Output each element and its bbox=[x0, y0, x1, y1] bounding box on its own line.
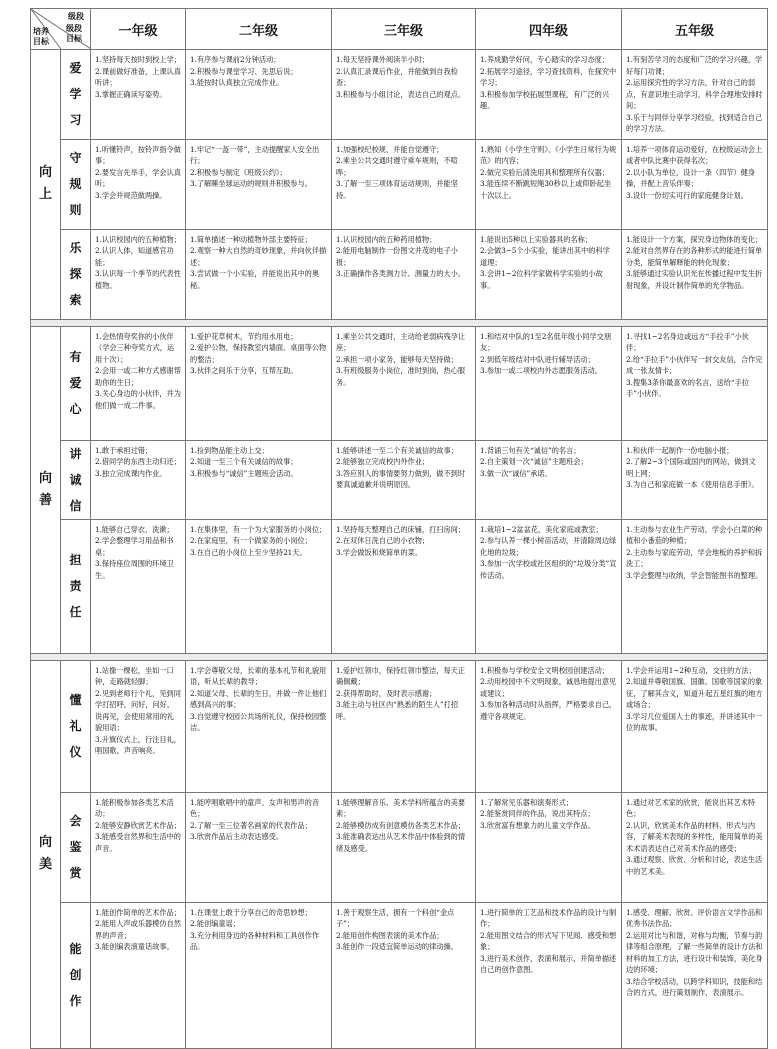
grade-3-cell bbox=[332, 139, 476, 229]
cell-item: 2.了解一至三位著名画家的代表作品； bbox=[190, 820, 312, 830]
corner-label-grade: 级段 bbox=[68, 12, 84, 21]
table-row bbox=[31, 660, 768, 792]
cell-item: 1.养成勤学好问，专心踏实的学习态度； bbox=[480, 55, 610, 64]
cell-item: 1.在课堂上敢于分享自己的奇思妙想； bbox=[190, 907, 312, 917]
grade-2-cell bbox=[186, 326, 332, 440]
cell-item: 3.保持座位周围的环境卫生。 bbox=[95, 559, 174, 580]
cell-item: 3.尝试做一个小实验，并能说出其中的奥秘。 bbox=[190, 269, 320, 290]
cell-item: 1.能设计一个方案，探究身边物体的变化； bbox=[626, 234, 763, 244]
cell-item: 2.能够独立完成校内外作业； bbox=[336, 457, 430, 466]
cell-item: 1.加强校纪校规，并能自觉遵守； bbox=[336, 144, 444, 154]
grade-1-cell bbox=[91, 660, 186, 792]
cell-item: 2.动用校园中不文明现象，诚恳地提出意见或建议； bbox=[480, 677, 617, 698]
cell-item: 3.升旗仪式上，行注目礼，唱国歌，声音响亮。 bbox=[95, 734, 181, 755]
cell-item: 3.掌握正确读写姿势。 bbox=[95, 89, 167, 99]
cell-item: 1.乘坐公共交通时，主动给老弱病残孕让座； bbox=[336, 331, 466, 352]
goal-label: 向 善 bbox=[31, 326, 61, 653]
cell-item: 1.认识校园内的五种药用植物； bbox=[336, 234, 437, 244]
cell-item: 2.认真汇录课后作业，并能做到自我检查； bbox=[336, 66, 458, 87]
section-gap bbox=[31, 653, 768, 660]
grade-4-cell bbox=[476, 440, 622, 519]
grade-4-header: 四年级 bbox=[476, 9, 622, 50]
grade-4-cell bbox=[476, 902, 622, 1048]
cell-item: 2.观察一种大自然的奇妙现象，并向伙伴描述； bbox=[190, 246, 327, 267]
cell-item: 3.做一次“诚信”承诺。 bbox=[480, 468, 552, 478]
goal-label: 向 上 bbox=[31, 50, 61, 320]
aspect-label: 担 责 任 bbox=[61, 519, 91, 653]
cell-item: 1.能积极参加各类艺术活动； bbox=[95, 797, 174, 818]
cell-item: 2.乘坐公共交通时遵守乘车规则，不喧哗； bbox=[336, 156, 458, 177]
cell-item: 2.课前做好准备，上课认真听讲； bbox=[95, 66, 181, 87]
cell-item: 2.认识人体，知道感官功能； bbox=[95, 246, 174, 267]
cell-item: 1.学会并运用1~2种互动，交往的方法； bbox=[626, 665, 756, 675]
cell-item: 1.通过对艺术家的欣赏，能说出其艺术特色； bbox=[626, 797, 756, 818]
grade-3-cell bbox=[332, 229, 476, 319]
aspect-label: 有 爱 心 bbox=[61, 326, 91, 440]
cell-item: 2.了解2~3个国际或国内的网站，做到文明上网； bbox=[626, 457, 756, 478]
grade-5-cell bbox=[622, 50, 768, 140]
cell-item: 1.在集体里，有一个为大家服务的小岗位； bbox=[190, 524, 327, 534]
grade-4-cell bbox=[476, 660, 622, 792]
grade-5-cell bbox=[622, 660, 768, 792]
cell-item: 1.有序参与课前2分钟活动； bbox=[190, 55, 281, 64]
grade-3-cell bbox=[332, 660, 476, 792]
curriculum-table bbox=[30, 8, 768, 1049]
cell-item: 3.能够通过实验认识光在传播过程中发生折射现象，并设计制作简单的光学物品。 bbox=[626, 269, 763, 290]
cell-item: 3.乐于与同伴分享学习经验，找到适合自己的学习方法。 bbox=[626, 112, 763, 133]
cell-item: 3.能感受自然界和生活中的声音。 bbox=[95, 832, 181, 853]
cell-item: 3.为自己和家庭做一本《使用信息手册》。 bbox=[626, 480, 759, 489]
corner-cell bbox=[31, 9, 91, 50]
aspect-label: 能 创 作 bbox=[61, 902, 91, 1048]
grade-3-header: 三年级 bbox=[332, 9, 476, 50]
aspect-label: 爱 学 习 bbox=[61, 50, 91, 140]
cell-item: 3.自觉遵守校园公共场所礼仪，保持校园整洁。 bbox=[190, 711, 327, 732]
cell-item: 1.能够自己穿衣、洗漱； bbox=[95, 524, 174, 534]
table-row bbox=[31, 519, 768, 653]
table-body bbox=[31, 50, 768, 1049]
cell-item: 2.在家庭里，有一个做家务的小岗位； bbox=[190, 536, 312, 545]
table-row bbox=[31, 326, 768, 440]
cell-item: 3.参加一或二项校内外志愿服务活动。 bbox=[480, 366, 602, 375]
cell-item: 3.结合学校活动，以跨学科知识，技能和结合的方式，进行策划制作，表演展示。 bbox=[626, 976, 763, 997]
cell-item: 2.获得帮助时，及时表示感谢； bbox=[336, 688, 437, 698]
cell-item: 1.牢记“一盔一带”，主动提醒家人安全出行； bbox=[190, 144, 320, 165]
grade-1-cell bbox=[91, 519, 186, 653]
cell-item: 1.认识校园内的五种植物； bbox=[95, 234, 181, 244]
cell-item: 3.独立完成课内作业。 bbox=[95, 468, 167, 478]
grade-2-cell bbox=[186, 660, 332, 792]
grade-1-cell bbox=[91, 229, 186, 319]
cell-item: 2.能够模仿成有创意模仿各类艺术作品； bbox=[336, 820, 466, 830]
aspect-label: 会 鉴 赏 bbox=[61, 792, 91, 902]
grade-3-cell bbox=[332, 902, 476, 1048]
cell-item: 2.见到老师行个礼，见到同学打招呼，问好，问好，说再见，会使用常用的礼貌用语； bbox=[95, 688, 181, 732]
grade-2-cell bbox=[186, 50, 332, 140]
grade-5-cell bbox=[622, 139, 768, 229]
cell-item: 3.积极参与小组讨论，表达自己的观点。 bbox=[336, 89, 466, 99]
cell-item: 2.能用人声或乐器模仿自然界的声音； bbox=[95, 919, 181, 940]
grade-2-cell bbox=[186, 440, 332, 519]
cell-item: 1.了解常见乐器和演奏形式； bbox=[480, 797, 574, 807]
grade-1-cell bbox=[91, 792, 186, 902]
cell-item: 3.能连续不断跳短绳30秒以上或仰卧起坐十次以上。 bbox=[480, 179, 612, 200]
table-row bbox=[31, 440, 768, 519]
cell-item: 2.能鉴赏同伴的作品，说出其特点； bbox=[480, 809, 595, 818]
cell-item: 2.做完实验后清洗用具和整理所有仪器； bbox=[480, 167, 610, 177]
cell-item: 2.运用对比与和谐，对称与均衡，节奏与韵律等组合原理，了解一些简单的设计方法和材料的加工方法，进行设计和装饰，美化身边的环境； bbox=[626, 930, 763, 974]
cell-item: 3.了解一至三项体育运动规则，并能坚持。 bbox=[336, 179, 458, 200]
cell-item: 1.捡到物品能主动上交； bbox=[190, 445, 269, 455]
cell-item: 1.积极参与学校安全文明校园创建活动； bbox=[480, 665, 610, 675]
cell-item: 1.能说出5种以上实验器具的名称； bbox=[480, 234, 593, 244]
grade-5-cell bbox=[622, 792, 768, 902]
cell-item: 2.借同学的东西主动归还； bbox=[95, 457, 181, 466]
main-table-wrap bbox=[30, 8, 767, 1049]
cell-item: 3.欣赏富有想象力的儿童文学作品。 bbox=[480, 820, 595, 830]
corner-label-cultivation: 培养 目标 bbox=[33, 27, 49, 46]
grade-2-cell bbox=[186, 229, 332, 319]
cell-item: 2.积极参与制定《班级公约》； bbox=[190, 167, 287, 177]
cell-item: 2.能够安静欣赏艺术作品； bbox=[95, 820, 181, 830]
cell-item: 1.每天坚持课外阅读半小时； bbox=[336, 55, 430, 64]
cell-item: 1.善于观察生活，拥有一个科创“金点子”； bbox=[336, 907, 455, 928]
cell-item: 3.在自己的小岗位上至少坚持21天。 bbox=[190, 547, 307, 557]
table-row bbox=[31, 139, 768, 229]
grade-1-cell bbox=[91, 440, 186, 519]
grade-4-cell bbox=[476, 792, 622, 902]
grade-2-cell bbox=[186, 792, 332, 902]
cell-item: 2.学会整理学习用品和书桌； bbox=[95, 536, 174, 557]
grade-3-cell bbox=[332, 50, 476, 140]
cell-item: 3.关心身边的小伙伴，并为他们做一成二件事。 bbox=[95, 389, 181, 410]
grade-3-cell bbox=[332, 792, 476, 902]
cell-item: 1.感受、理解、欣赏、评价语言文学作品和优秀书法作品； bbox=[626, 907, 763, 928]
cell-item: 1.能够理解音乐、美术学科所蕴含的美要素； bbox=[336, 797, 466, 818]
table-row bbox=[31, 229, 768, 319]
table-row bbox=[31, 902, 768, 1048]
cell-item: 1.爱护红领巾，保持红领巾整洁，每天正确佩戴； bbox=[336, 665, 466, 686]
aspect-label: 讲 诚 信 bbox=[61, 440, 91, 519]
cell-item: 1.背诵三句有关“诚信”的名言； bbox=[480, 445, 581, 455]
cell-item: 3.能准确表达出从艺术作品中体验到的情绪及感受。 bbox=[336, 832, 466, 853]
cell-item: 1.坚持每天整理自己的床铺，打扫房间； bbox=[336, 524, 466, 534]
cell-item: 2.能用图文结合的形式写下见闻、感受和想象； bbox=[480, 930, 617, 951]
cell-item: 3.能按时认真独立完成作业。 bbox=[190, 78, 284, 87]
cell-item: 1.和伙伴一起制作一份电脑小报； bbox=[626, 445, 734, 455]
grade-5-cell bbox=[622, 440, 768, 519]
cell-item: 3.欣赏作品后主动表达感受。 bbox=[190, 832, 284, 841]
grade-1-cell bbox=[91, 50, 186, 140]
grade-3-cell bbox=[332, 326, 476, 440]
cell-item: 1.寻找1~2名身边或远方“手拉手”小伙伴； bbox=[626, 331, 749, 352]
cell-item: 2.在双休日洗自己的小衣物； bbox=[336, 536, 430, 545]
cell-item: 2.会做3~5个小实验，能讲出其中的科学道理； bbox=[480, 246, 610, 267]
cell-item: 3.学会并规范做两操。 bbox=[95, 190, 167, 200]
cell-item: 1.爱护花草树木，节约用水用电； bbox=[190, 331, 298, 341]
cell-item: 2.以小队为单位，设计一条（四节）健身操，并配上音乐伴奏； bbox=[626, 167, 756, 188]
cell-item: 1.简单描述一种动植物外部主要特征； bbox=[190, 234, 312, 244]
cell-item: 3.通过观察、欣赏、分析和讨论，表达生活中的艺术美。 bbox=[626, 855, 763, 876]
cell-item: 3.能创编表演童话故事。 bbox=[95, 942, 174, 951]
cell-item: 3.搜集3条你最喜欢的名言，送给“手拉手”小伙伴。 bbox=[626, 377, 749, 398]
aspect-label: 守 规 则 bbox=[61, 139, 91, 229]
cell-item: 3.学习几位爱国人士的事迹，并讲述其中一位的故事。 bbox=[626, 711, 763, 732]
grade-5-header: 五年级 bbox=[622, 9, 768, 50]
grade-2-cell bbox=[186, 519, 332, 653]
cell-item: 1.站像一棵松，坐如一口钟，走路就轻脚； bbox=[95, 665, 174, 686]
section-gap bbox=[31, 319, 768, 326]
cell-item: 1.会热情夸奖你的小伙伴（学会三种夸奖方式，运用十次）； bbox=[95, 331, 175, 364]
section-gap-cell bbox=[31, 319, 768, 326]
cell-item: 3.充分利用身边的各种材料和工具创作作品。 bbox=[190, 930, 320, 951]
cell-item: 3.答应别人的事情要努力做到，做不到时要真诚道歉并说明原因。 bbox=[336, 468, 466, 489]
cell-item: 2.主动参与家庭劳动，学会地板的养护和拆洗工； bbox=[626, 547, 763, 568]
cell-item: 2.自主策划一次“诚信”主题班会； bbox=[480, 457, 588, 466]
aspect-label: 乐 探 索 bbox=[61, 229, 91, 319]
header-row bbox=[31, 9, 768, 50]
cell-item: 2.知道并尊敬国旗、国徽、国歌等国家的象征，了解其含义，知道升起五星红旗的地方或场合； bbox=[626, 677, 763, 709]
cell-item: 3.积极参与“诚信”主题班会活动。 bbox=[190, 468, 298, 478]
grade-4-cell bbox=[476, 229, 622, 319]
cell-item: 1.栽培1~2盆盆花，美化家庭或教室； bbox=[480, 524, 603, 534]
grade-2-cell bbox=[186, 902, 332, 1048]
cell-item: 3.会讲1~2位科学家做科学实验的小故事。 bbox=[480, 269, 603, 290]
grade-1-cell bbox=[91, 326, 186, 440]
cell-item: 1.培养一项体育运动爱好，在校级运动会上或者中队比赛中获得名次； bbox=[626, 144, 763, 165]
cell-item: 2.能创编童谣； bbox=[190, 919, 240, 928]
corner-label-grade-goal: 级段 目标 bbox=[66, 24, 82, 43]
cell-item: 3.了解睡坐球运动的规则并积极参与。 bbox=[190, 179, 312, 188]
grade-4-cell bbox=[476, 326, 622, 440]
cell-item: 1.坚持每天按时到校上学； bbox=[95, 55, 181, 64]
grade-2-header: 二年级 bbox=[186, 9, 332, 50]
cell-item: 2.运用探究性的学习方法，针对自己的弱点，有意识地主动学习，科学合理地安排时间； bbox=[626, 78, 763, 110]
cell-item: 1.能够讲述一至二个有关诚信的故事； bbox=[336, 445, 458, 455]
grade-2-cell bbox=[186, 139, 332, 229]
cell-item: 2.拓展学习途径，学习查找资料，在探究中学习； bbox=[480, 66, 617, 87]
grade-5-cell bbox=[622, 229, 768, 319]
table-row bbox=[31, 50, 768, 140]
cell-item: 1.能哼唱歌唱中的童声、女声和男声的音色； bbox=[190, 797, 320, 818]
cell-item: 1.和结对中队的1至2名低年级小同学交朋友； bbox=[480, 331, 612, 352]
cell-item: 3.积极参加学校拓展型课程，有广泛的兴趣。 bbox=[480, 89, 610, 110]
cell-item: 2.能用电脑制作一份图文并茂的电子小报； bbox=[336, 246, 458, 267]
cell-item: 2.到低年级结对中队进行辅导活动； bbox=[480, 354, 595, 364]
cell-item: 3.学会整理与收纳，学会智能图书的整理。 bbox=[626, 570, 763, 580]
cell-item: 1.进行简单的工艺品和技术作品的设计与制作； bbox=[480, 907, 617, 928]
cell-item: 3.学会做饭和烧简单的菜。 bbox=[336, 547, 422, 557]
cell-item: 3.进行美术创作，表演和展示，并简单描述自己的创作意图。 bbox=[480, 953, 617, 974]
table-row bbox=[31, 792, 768, 902]
grade-3-cell bbox=[332, 440, 476, 519]
cell-item: 1.熟知《小学生守则》、《小学生日常行为规范》的内容； bbox=[480, 144, 617, 165]
cell-item: 1.能创作简单的艺术作品； bbox=[95, 907, 181, 917]
cell-item: 3.有班级服务小岗位，准时到岗，热心服务。 bbox=[336, 366, 466, 387]
cell-item: 2.知道一至三个有关诚信的故事； bbox=[190, 457, 298, 466]
cell-item: 3.能创作一段适宜简单运动的律动操。 bbox=[336, 942, 458, 951]
cell-item: 1.敢于承担过错； bbox=[95, 445, 153, 455]
grade-1-cell bbox=[91, 139, 186, 229]
cell-item: 3.参加一次学校或社区组织的“垃圾分类”宣传活动。 bbox=[480, 559, 617, 580]
grade-5-cell bbox=[622, 519, 768, 653]
cell-item: 2.能用创作构图表演的美术作品； bbox=[336, 930, 444, 940]
cell-item: 2.认识，欣赏美术作品的材料、形式与内容，了解美术表现的多样性，能用简单的美术术语表达自己对美术作品的感受； bbox=[626, 820, 763, 853]
cell-item: 2.会用一或二种方式感谢帮助你的生日； bbox=[95, 366, 181, 387]
cell-item: 2.知道父母、长辈的生日，并做一件让他们感到高兴的事； bbox=[190, 688, 327, 709]
grade-3-cell bbox=[332, 519, 476, 653]
cell-item: 3.伙伴之间乐于分享，互帮互助。 bbox=[190, 366, 298, 375]
cell-item: 1.听懂铃声，按铃声指令做事； bbox=[95, 144, 181, 165]
grade-4-cell bbox=[476, 519, 622, 653]
grade-4-cell bbox=[476, 50, 622, 140]
cell-item: 2.积极参与课堂学习、先思后说； bbox=[190, 66, 298, 76]
cell-item: 2.参与认养一棵小树苗活动，并清除周边绿化地的垃圾； bbox=[480, 536, 617, 557]
cell-item: 1.有刻苦学习的态度和广泛的学习兴趣，学好每门功课； bbox=[626, 55, 763, 76]
cell-item: 2.给“手拉手”小伙伴写一封交友信，合作完成一张友情卡； bbox=[626, 354, 763, 375]
cell-item: 1.学会尊敬父母，长辈的基本礼节和礼貌用语，听从长辈的教导； bbox=[190, 665, 327, 686]
cell-item: 1.主动参与农业生产劳动，学会小白菜的种植和小番茄的种植； bbox=[626, 524, 763, 545]
cell-item: 2.承担一项小家务，能够每天坚持做； bbox=[336, 354, 458, 364]
cell-item: 3.认识每一个季节的代表性植物。 bbox=[95, 269, 181, 290]
cell-item: 3.能主动与社区内“熟悉的陌生人”打招呼。 bbox=[336, 700, 459, 721]
section-gap-cell bbox=[31, 653, 768, 660]
grade-4-cell bbox=[476, 139, 622, 229]
grade-5-cell bbox=[622, 902, 768, 1048]
cell-item: 2.要发言先举手，学会认真听； bbox=[95, 167, 181, 188]
goal-label: 向 美 bbox=[31, 660, 61, 1048]
grade-1-cell bbox=[91, 902, 186, 1048]
cell-item: 2.能对自然界存在的各种形式的能进行简单分类，能简单解释能的转化现象； bbox=[626, 246, 763, 267]
aspect-label: 懂 礼 仪 bbox=[61, 660, 91, 792]
grade-5-cell bbox=[622, 326, 768, 440]
cell-item: 3.参加各种活动时从指挥，严格要求自己，遵守各项规定。 bbox=[480, 700, 617, 721]
cell-item: 2.爱护公物，保持教室内墙面、桌面等公物的整洁； bbox=[190, 343, 327, 364]
grade-1-header: 一年级 bbox=[91, 9, 186, 50]
cell-item: 3.设计一份切实可行的家庭健身计划。 bbox=[626, 190, 748, 200]
cell-item: 3.正确操作各类测力计、测量力的大小。 bbox=[336, 269, 466, 278]
